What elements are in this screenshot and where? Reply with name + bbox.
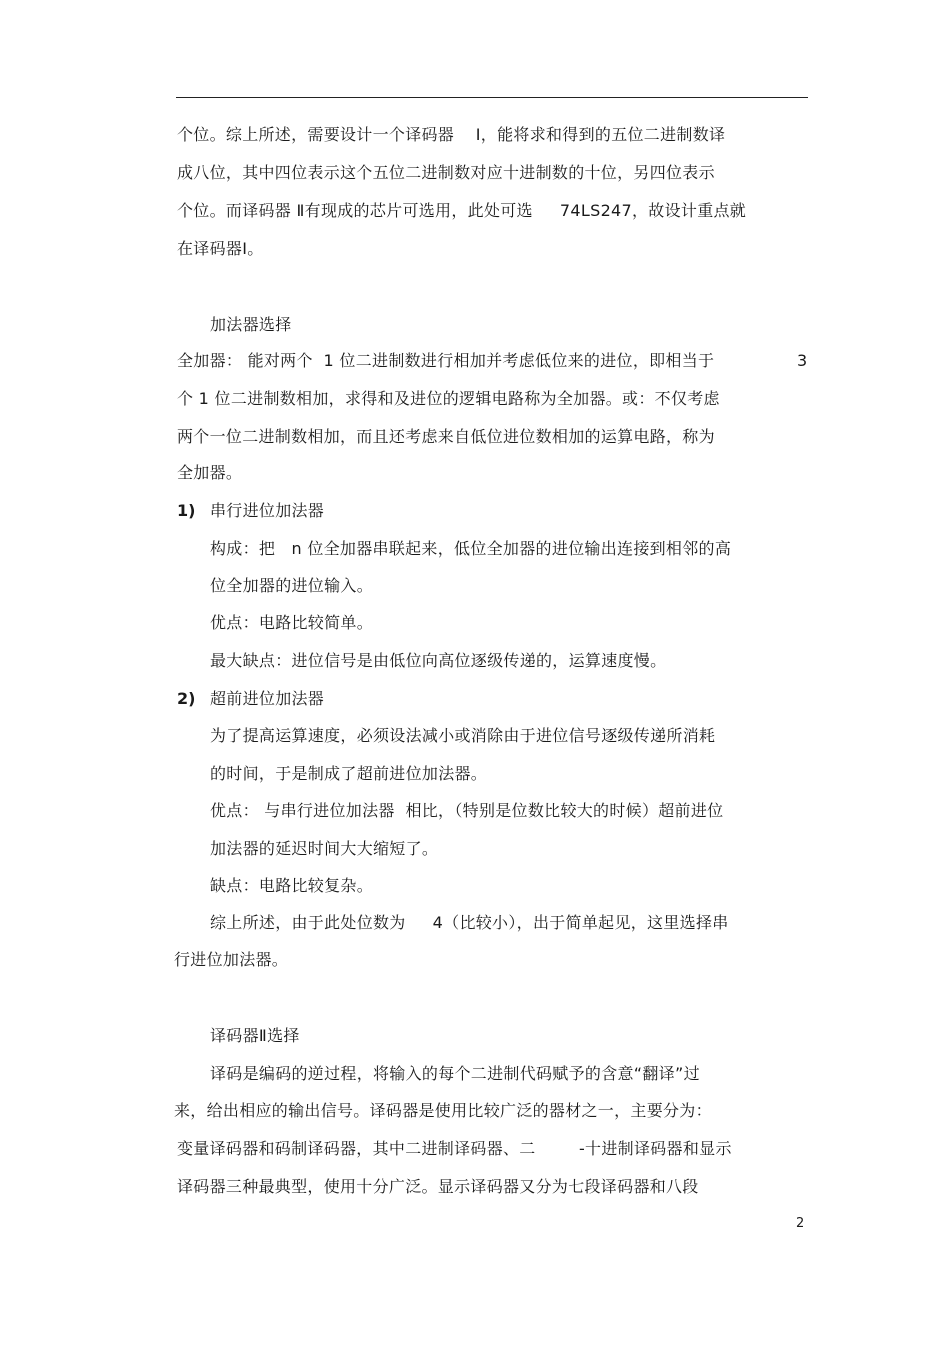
- text-line: 构成：把 n 位全加器串联起来，低位全加器的进位输出连接到相邻的高: [210, 539, 732, 558]
- text-line: 译码是编码的逆过程，将输入的每个二进制代码赋予的含意“翻译”过: [210, 1064, 700, 1083]
- text-line: 译码器三种最典型，使用十分广泛。显示译码器又分为七段译码器和八段: [177, 1177, 699, 1196]
- text-line: 来，给出相应的输出信号。译码器是使用比较广泛的器材之一，主要分为：: [174, 1101, 712, 1120]
- text-line: 综上所述，由于此处位数为 4（比较小），出于简单起见，这里选择串: [210, 913, 729, 932]
- page-number: 2: [796, 1216, 805, 1231]
- text-line: 全加器： 能对两个 1 位二进制数进行相加并考虑低位来的进位，即相当于: [177, 351, 731, 370]
- text-line: 优点：电路比较简单。: [210, 613, 374, 632]
- text-line: 变量译码器和码制译码器，其中二进制译码器、二 -十进制译码器和显示: [177, 1139, 732, 1158]
- text-line: 全加器。: [177, 463, 243, 482]
- text-line: 个 1 位二进制数相加，求得和及进位的逻辑电路称为全加器。或：不仅考虑: [177, 389, 720, 408]
- text-line: 在译码器Ⅰ。: [177, 239, 264, 258]
- text-line: 的时间，于是制成了超前进位加法器。: [210, 764, 488, 783]
- text-line: 行进位加法器。: [174, 950, 289, 969]
- text-line: 两个一位二进制数相加，而且还考虑来自低位进位数相加的运算电路，称为: [177, 427, 715, 446]
- list-number: 2): [177, 689, 196, 708]
- text-line: 成八位，其中四位表示这个五位二进制数对应十进制数的十位，另四位表示: [177, 163, 715, 182]
- text-line: 位全加器的进位输入。: [210, 576, 374, 595]
- text-line: 最大缺点：进位信号是由低位向高位逐级传递的，运算速度慢。: [210, 651, 667, 670]
- text-line: 3: [797, 351, 808, 370]
- text-line: 加法器的延迟时间大大缩短了。: [210, 839, 439, 858]
- text-line: 个位。综上所述，需要设计一个译码器 Ⅰ，能将求和得到的五位二进制数译: [177, 125, 726, 144]
- section-heading: 加法器选择: [210, 315, 292, 334]
- text-line: 缺点：电路比较复杂。: [210, 876, 374, 895]
- text-line: 优点： 与串行进位加法器 相比，（特别是位数比较大的时候）超前进位: [210, 801, 724, 820]
- text-line: 为了提高运算速度，必须设法减小或消除由于进位信号逐级传递所消耗: [210, 726, 716, 745]
- header-rule: [176, 97, 808, 98]
- list-heading: 超前进位加法器: [210, 689, 325, 708]
- list-number: 1): [177, 501, 196, 520]
- section-heading: 译码器Ⅱ选择: [210, 1026, 300, 1045]
- list-heading: 串行进位加法器: [210, 501, 325, 520]
- text-line: 个位。而译码器 Ⅱ有现成的芯片可选用，此处可选 74LS247，故设计重点就: [177, 201, 747, 220]
